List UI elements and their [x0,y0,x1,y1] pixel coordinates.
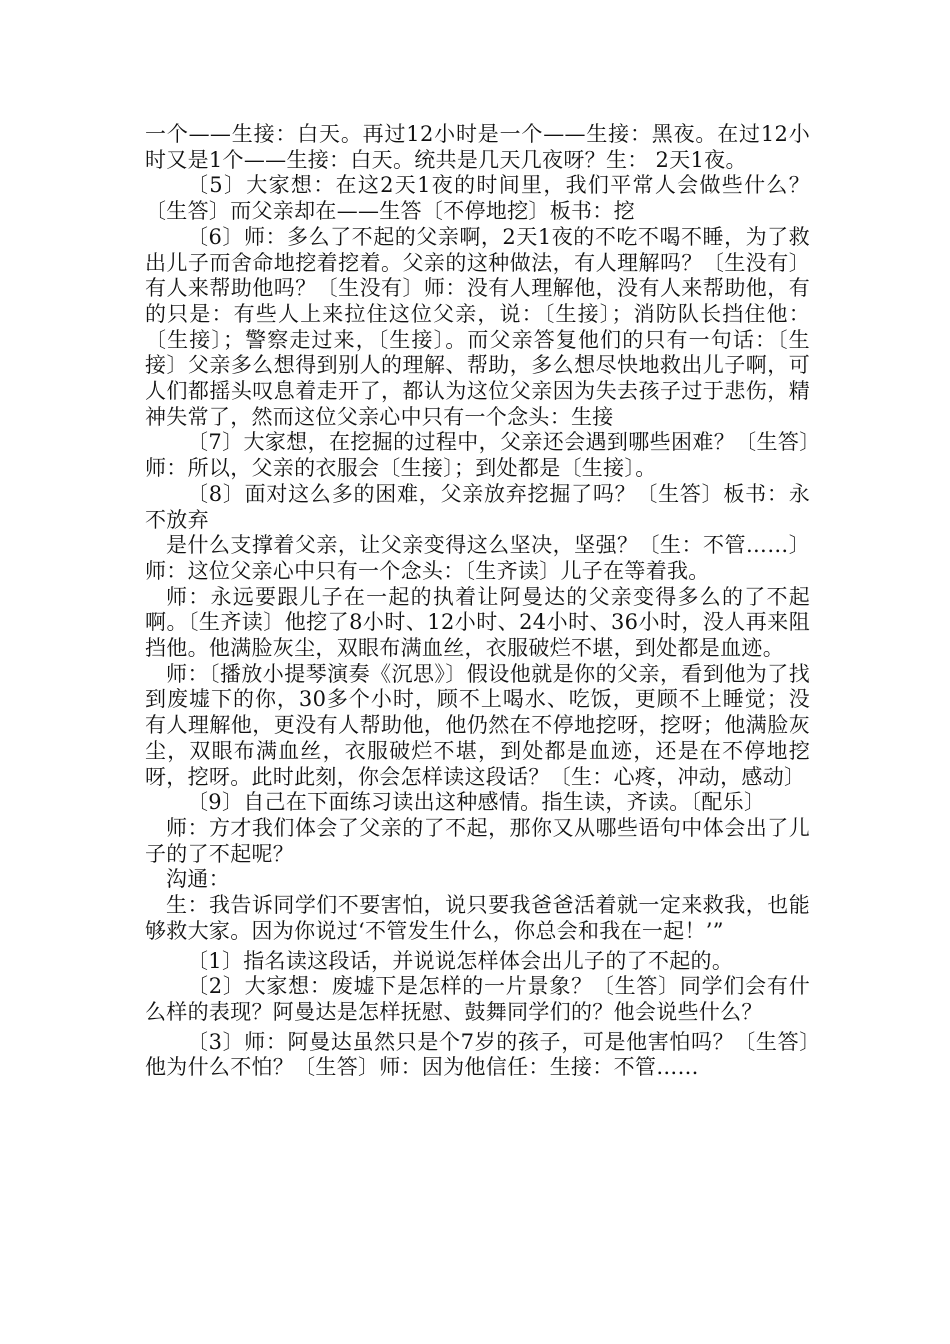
paragraph-step-7: 〔7〕大家想，在挖掘的过程中，父亲还会遇到哪些困难？〔生答〕师：所以，父亲的衣服会〔生接〕；到处都是〔生接〕。 [145,430,810,481]
paragraph-music-reading: 师：〔播放小提琴演奏《沉思》〕假设他就是你的父亲，看到他为了找到废墟下的你，30多个小时，顾不上喝水、吃饭，更顾不上睡觉；没有人理解他，更没有人帮助他，他仍然在不停地挖呀，挖呀；他满脸灰尘，双眼布满血丝，衣服破烂不堪，到处都是血迹，还是在不停地挖呀，挖呀。此时此刻，你会怎样读这段话？〔生：心疼，冲动，感动〕 [145,661,810,789]
paragraph-son-step-1: 〔1〕指名读这段话，并说说怎样体会出儿子的了不起的。 [187,948,734,973]
paragraph-step-6: 〔6〕师：多么了不起的父亲啊，2天1夜的不吃不喝不睡，为了救出儿子而舍命地挖着挖着。父亲的这种做法，有人理解吗？〔生没有〕有人来帮助他吗？〔生没有〕师：没有人理解他，没有人来帮助他，有的只是：有些人上来拉住这位父亲，说：〔生接〕；消防队长挡住他：〔生接〕；警察走过来，〔生接〕。而父亲答复他们的只有一句话：〔生接〕父亲多么想得到别人的理解、帮助，多么想尽快地救出儿子啊，可人们都摇头叹息着走开了，都认为这位父亲因为失去孩子过于悲伤，精神失常了，然而这位父亲心中只有一个念头：生接 [145,224,810,429]
paragraph-support-question: 是什么支撑着父亲，让父亲变得这么坚决，坚强？〔生：不管……〕师：这位父亲心中只有一个念头：〔生齐读〕儿子在等着我。 [145,533,810,583]
paragraph-step-5: 〔5〕大家想：在这2天1夜的时间里，我们平常人会做些什么？〔生答〕而父亲却在——生答〔不停地挖〕板书：挖 [145,173,810,224]
paragraph-communicate-heading: 沟通： [166,867,230,892]
paragraph-persistence: 师：永远要跟儿子在一起的执着让阿曼达的父亲变得多么的了不起啊。〔生齐读〕他挖了8小时、12小时、24小时、36小时，没人再来阻挡他。他满脸灰尘，双眼布满血丝，衣服破烂不堪，到处都是血迹。 [145,584,810,661]
paragraph-son-step-3: 〔3〕师：阿曼达虽然只是个7岁的孩子，可是他害怕吗？〔生答〕他为什么不怕？〔生答〕师：因为他信任：生接：不管…… [145,1029,810,1080]
paragraph-step-8: 〔8〕面对这么多的困难，父亲放弃挖掘了吗？〔生答〕板书：永不放弃 [145,481,810,532]
paragraph-son-step-2: 〔2〕大家想：废墟下是怎样的一片景象？〔生答〕同学们会有什么样的表现？阿曼达是怎样抚慰、鼓舞同学们的？他会说些什么？ [145,974,810,1024]
paragraph-step-9: 〔9〕自己在下面练习读出这种感情。指生读，齐读。〔配乐〕 [187,790,766,815]
document-page [145,122,810,1081]
paragraph-son-question: 师：方才我们体会了父亲的了不起，那你又从哪些语句中体会出了儿子的了不起呢？ [145,815,810,866]
paragraph-time-count: 一个——生接：白天。再过12小时是一个——生接：黑夜。在过12小时又是1个——生接：白天。统共是几天几夜呀？生： 2天1夜。 [145,122,810,172]
paragraph-student-quote: 生：我告诉同学们不要害怕，说只要我爸爸活着就一定来救我，也能够救大家。因为你说过‘不管发生什么，你总会和我在一起！’” [145,893,810,943]
